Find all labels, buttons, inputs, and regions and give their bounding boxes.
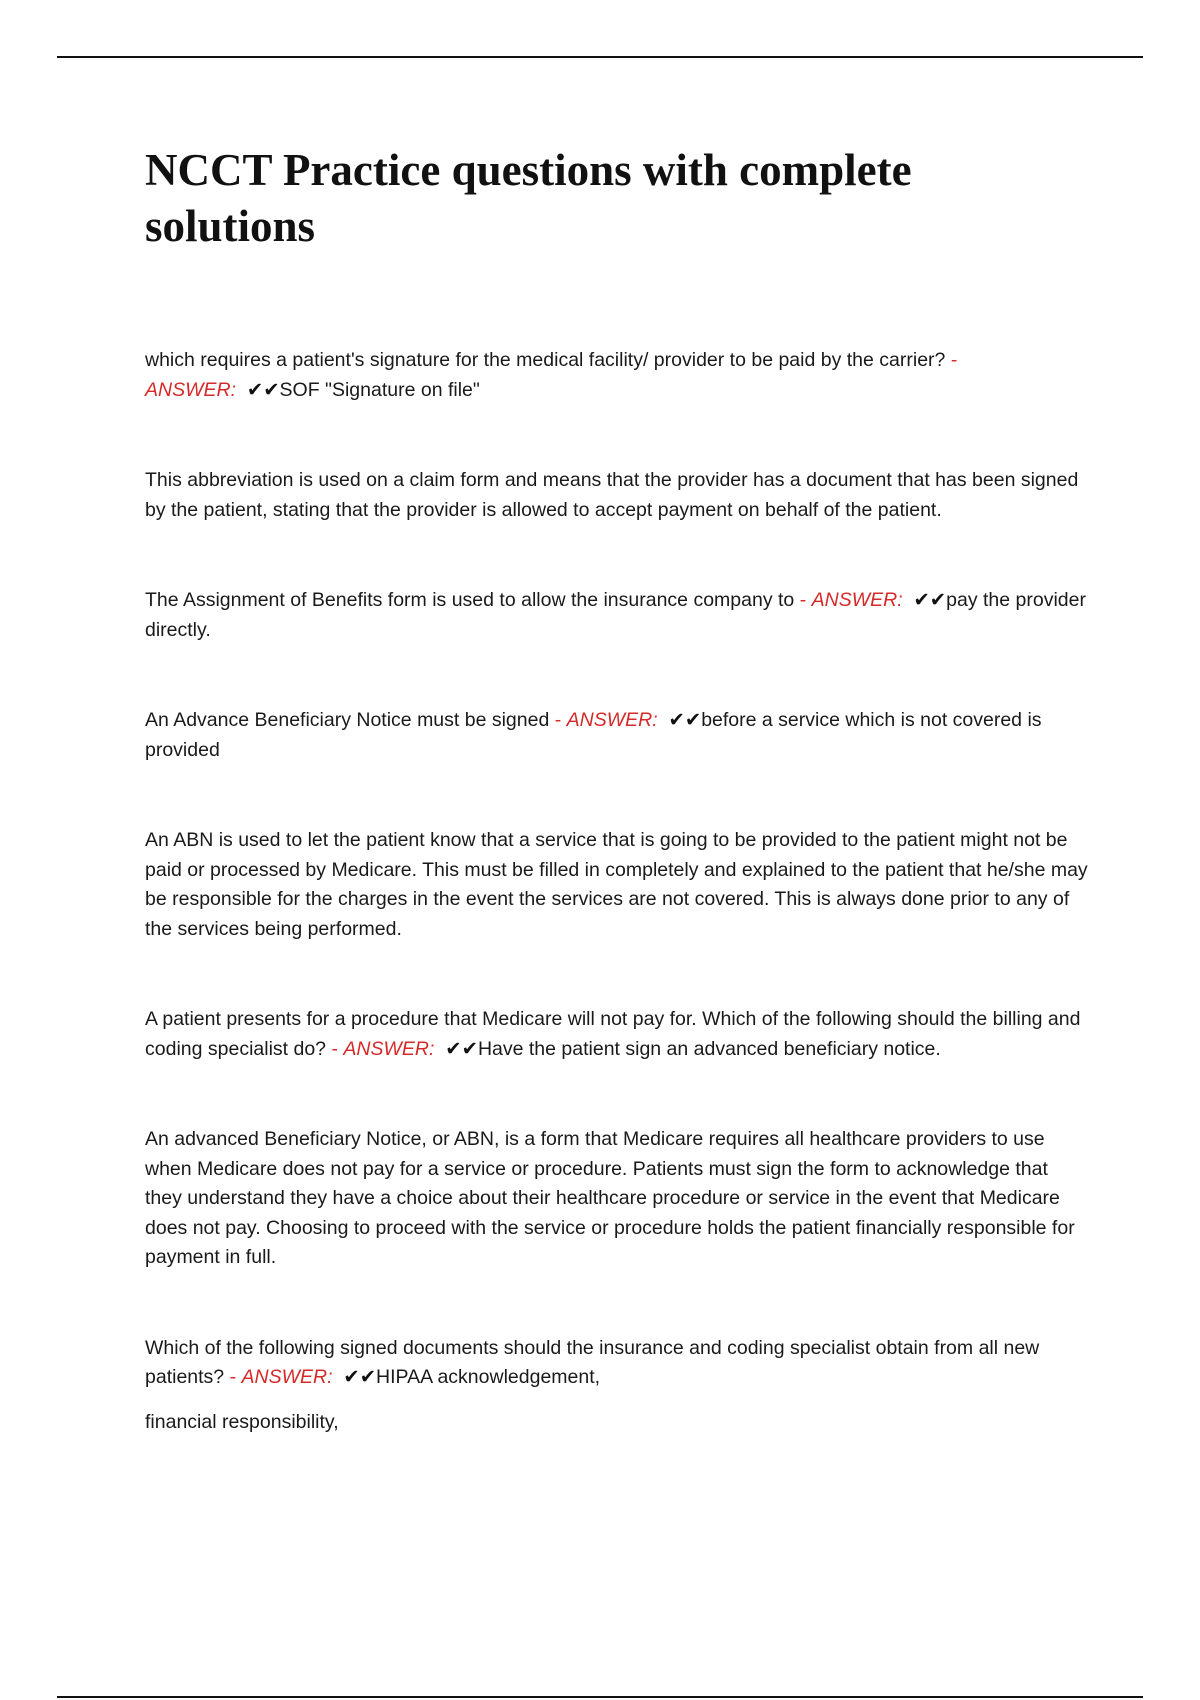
document-title: NCCT Practice questions with complete solutions [145,145,912,251]
qa-item-2 [145,586,1090,645]
explanation-2: An ABN is used to let the patient know that a service that is going to be provided to the patient might not be paid or processed by Medicare. This must be filled in completely and explained to the patient that he/she may be responsible for the charges in the event the services are not covered. This is always done prior to any of the services being performed. [145,829,1088,940]
answer-label: ANSWER: [241,1366,333,1388]
qa-item-5 [145,1334,1090,1393]
answer-continuation: financial responsibility, [145,1410,339,1433]
question-text: A patient presents for a procedure that Medicare will not pay for. Which of the following should the billing and coding specialist do? [145,1008,1081,1060]
qa-item-4 [145,1005,1090,1064]
question-text: The Assignment of Benefits form is used to allow the insurance company to [145,589,795,611]
answer-label: ANSWER: [811,589,903,611]
answer-label: ANSWER: [343,1037,435,1060]
answer-dash: - [950,349,958,371]
answer-text: HIPAA acknowledgement, [376,1366,601,1388]
top-rule [57,56,1143,58]
answer-text: Have the patient sign an advanced beneficiary notice. [477,1037,941,1060]
answer-dash: - [554,709,562,731]
question-text: which requires a patient's signature for the medical facility/ provider to be paid by the carrier? [145,349,946,371]
check-icon: ✔✔ [246,378,280,401]
check-icon: ✔✔ [913,589,947,611]
check-icon: ✔✔ [343,1366,377,1388]
qa-item-1 [145,346,1090,405]
answer-text: pay the provider directly. [145,589,1086,641]
answer-dash: - [799,589,807,611]
answer-label: ANSWER: [566,709,658,731]
answer-text: before a service which is not covered is provided [145,709,1042,761]
answer-dash: - [229,1366,237,1388]
bottom-rule [57,1696,1143,1698]
answer-text: SOF "Signature on file" [279,378,480,401]
check-icon: ✔✔ [668,709,702,731]
check-icon: ✔✔ [445,1037,478,1060]
question-text: Which of the following signed documents should the insurance and coding specialist obtain from all new patients? [145,1336,1040,1388]
explanation-3: An advanced Beneficiary Notice, or ABN, is a form that Medicare requires all healthcare providers to use when Medicare does not pay for a service or procedure. Patients must sign the form to acknowledge that they understand they have a choice about their healthcare procedure or service in the event that Medicare does not pay. Choosing to proceed with the service or procedure holds the patient financially responsible for payment in full. [145,1128,1075,1268]
qa-item-3 [145,706,1090,765]
explanation-1: This abbreviation is used on a claim form and means that the provider has a document that has been signed by the patient, stating that the provider is allowed to accept payment on behalf of the patient. [145,469,1079,521]
qa-content [145,346,1090,1437]
question-text: An Advance Beneficiary Notice must be signed [145,709,550,731]
answer-dash: - [331,1037,338,1060]
answer-label: ANSWER: [145,378,237,401]
